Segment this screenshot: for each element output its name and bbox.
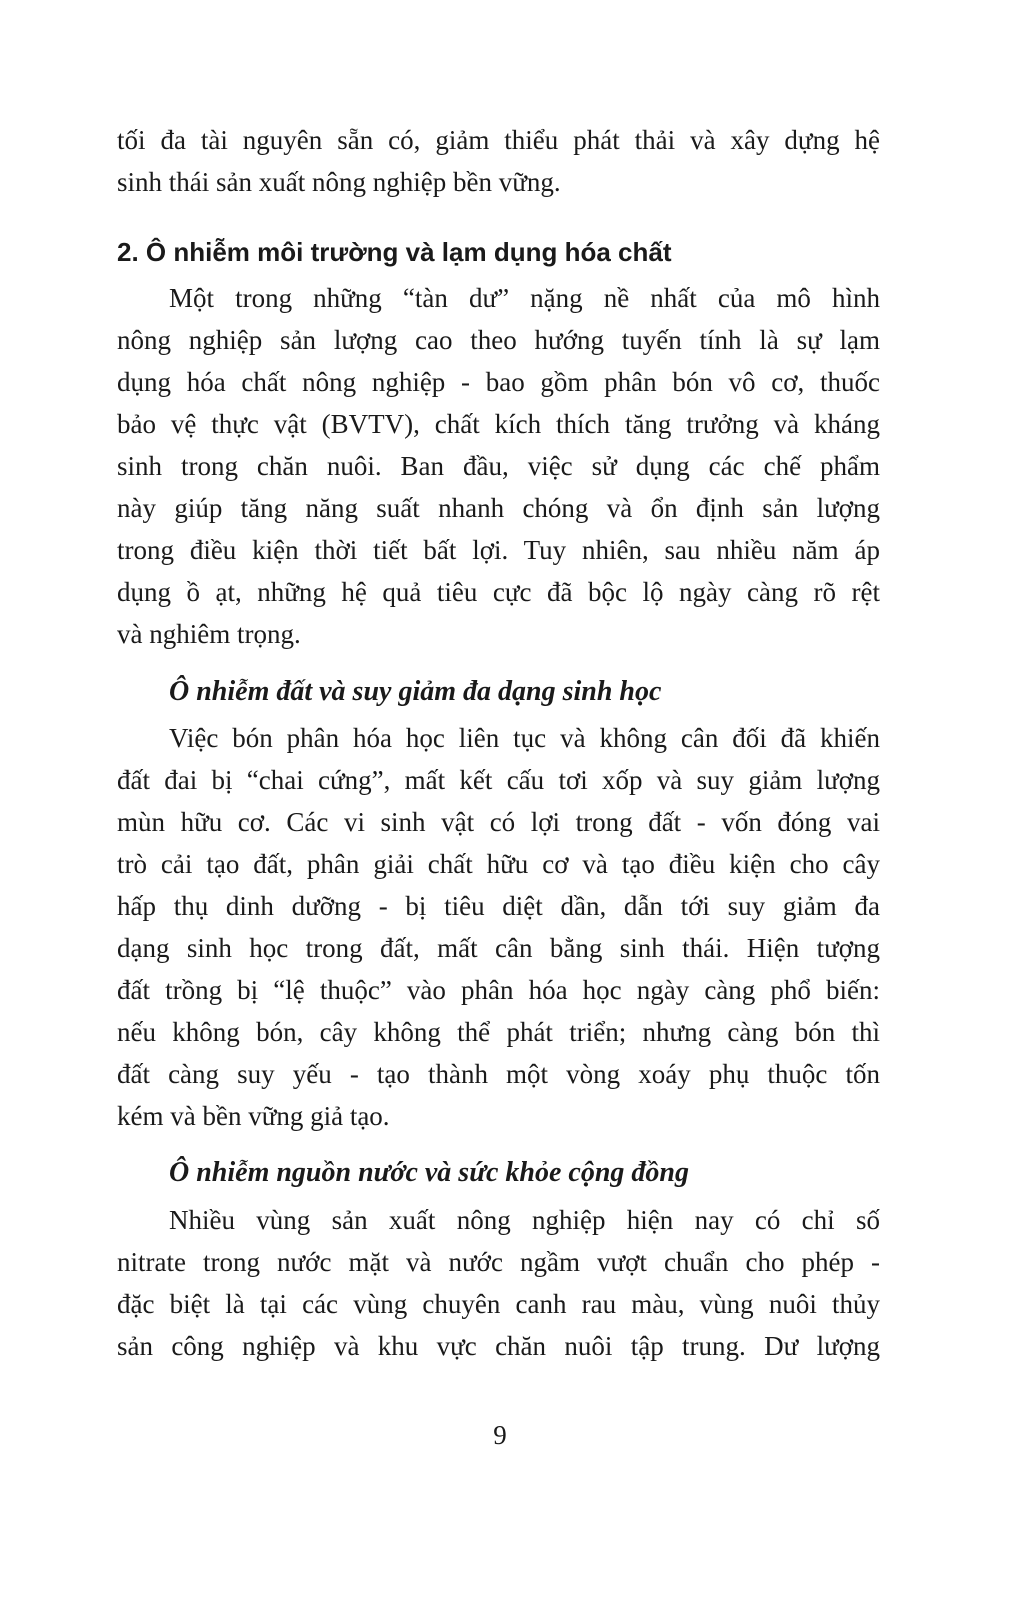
text-line: sản công nghiệp và khu vực chăn nuôi tập trung. Dư lượng — [117, 1331, 880, 1361]
page-number: 9 — [493, 1420, 507, 1450]
subheading-water: Ô nhiễm nguồn nước và sức khỏe cộng đồng — [169, 1157, 689, 1188]
text-line: dụng ồ ạt, những hệ quả tiêu cực đã bộc lộ ngày càng rõ rệt — [117, 577, 880, 607]
text-line: nitrate trong nước mặt và nước ngầm vượt chuẩn cho phép - — [117, 1247, 880, 1277]
text-line: trong điều kiện thời tiết bất lợi. Tuy nhiên, sau nhiều năm áp — [117, 535, 880, 565]
text-line: bảo vệ thực vật (BVTV), chất kích thích tăng trưởng và kháng — [117, 409, 880, 439]
text-line: nông nghiệp sản lượng cao theo hướng tuyến tính là sự lạm — [117, 325, 880, 355]
text-line: đất càng suy yếu - tạo thành một vòng xoáy phụ thuộc tốn — [117, 1059, 880, 1089]
text-line: dụng hóa chất nông nghiệp - bao gồm phân bón vô cơ, thuốc — [117, 367, 880, 397]
text-line: nếu không bón, cây không thể phát triển; nhưng càng bón thì — [117, 1017, 880, 1047]
text-line: sinh trong chăn nuôi. Ban đầu, việc sử dụng các chế phẩm — [117, 451, 880, 481]
subheading-soil: Ô nhiễm đất và suy giảm đa dạng sinh học — [169, 676, 662, 707]
text-line: Một trong những “tàn dư” nặng nề nhất của mô hình — [169, 283, 880, 313]
text-line: và nghiêm trọng. — [117, 619, 301, 649]
text-line: tối đa tài nguyên sẵn có, giảm thiểu phát thải và xây dựng hệ — [117, 125, 880, 155]
text-line: trò cải tạo đất, phân giải chất hữu cơ và tạo điều kiện cho cây — [117, 849, 880, 879]
text-line: đất trồng bị “lệ thuộc” vào phân hóa học ngày càng phổ biến: — [117, 975, 880, 1005]
intro-paragraph — [117, 277, 880, 655]
text-line: sinh thái sản xuất nông nghiệp bền vững. — [117, 167, 561, 197]
text-line: đặc biệt là tại các vùng chuyên canh rau màu, vùng nuôi thủy — [117, 1289, 880, 1319]
text-line: kém và bền vững giả tạo. — [117, 1101, 390, 1131]
soil-paragraph — [117, 717, 880, 1137]
text-line: dạng sinh học trong đất, mất cân bằng sinh thái. Hiện tượng — [117, 933, 880, 963]
text-line: này giúp tăng năng suất nhanh chóng và ổn định sản lượng — [117, 493, 880, 523]
continuation-paragraph — [117, 119, 880, 203]
text-line: mùn hữu cơ. Các vi sinh vật có lợi trong đất - vốn đóng vai — [117, 807, 880, 837]
section-heading: 2. Ô nhiễm môi trường và lạm dụng hóa chất — [117, 237, 672, 267]
text-line: đất đai bị “chai cứng”, mất kết cấu tơi xốp và suy giảm lượng — [117, 765, 880, 795]
water-paragraph — [117, 1199, 880, 1367]
text-line: Việc bón phân hóa học liên tục và không cân đối đã khiến — [169, 723, 880, 753]
text-line: Nhiều vùng sản xuất nông nghiệp hiện nay có chỉ số — [169, 1205, 880, 1235]
text-line: hấp thụ dinh dưỡng - bị tiêu diệt dần, dẫn tới suy giảm đa — [117, 891, 880, 921]
